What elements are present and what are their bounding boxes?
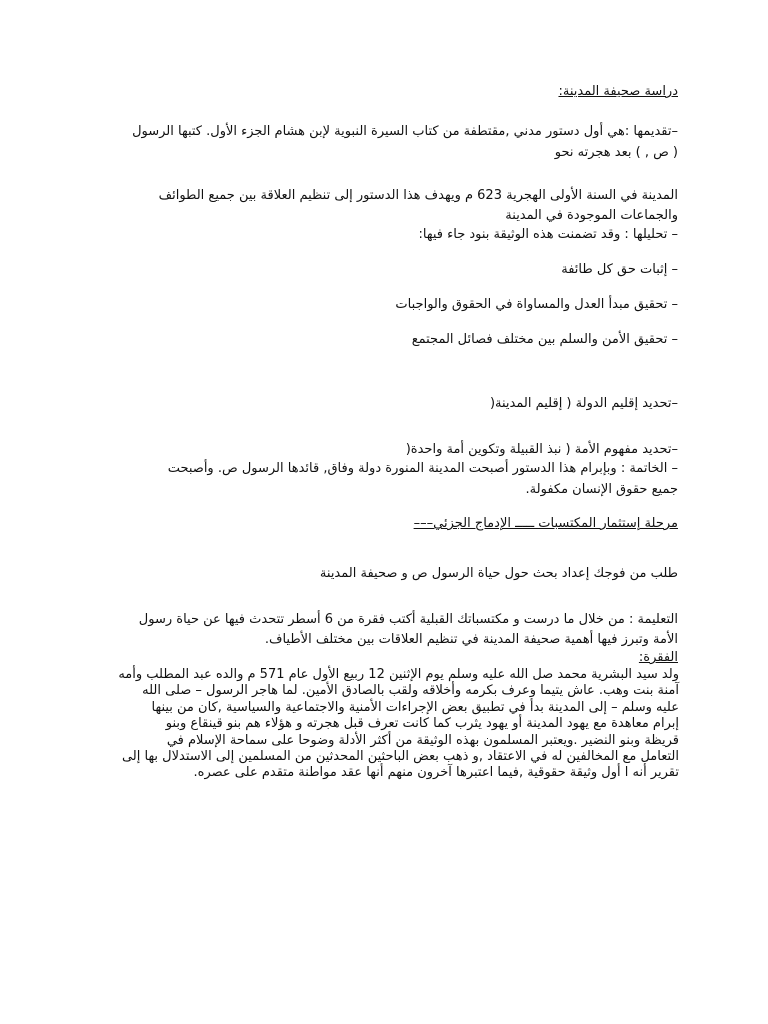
phase-heading: مرحلة إستثمار المكتسبات ـــــ الإدماج الجزئي–––	[413, 516, 678, 531]
paragraph-line: التعامل مع المخالفين له في الاعتقاد ,و ذهب بعض الباحثين المحدثين من المسلمين إلى الاستدلال بها إلى	[121, 749, 679, 765]
instruction-line-2: الأمة وتبرز فيها أهمية صحيفة المدينة في تنظيم العلاقات بين مختلف الأطياف.	[264, 632, 678, 647]
intro-line-1: –تقديمها :هي أول دستور مدني ,مقتطفة من كتاب السيرة النبوية لإبن هشام الجزء الأول. كتبها الرسول	[132, 124, 678, 139]
territory-line: –تحديد إقليم الدولة ( إقليم المدينة(	[489, 396, 678, 411]
instruction-line-1: التعليمة : من خلال ما درست و مكتسباتك القبلية أكتب فقرة من 6 أسطر تتحدث فيها عن حياة رسول	[138, 612, 678, 627]
conclusion-line-1: – الخاتمة : وبإبرام هذا الدستور أصبحت المدينة المنورة دولة وفاق, قائدها الرسول ص. وأصبحت	[167, 461, 678, 476]
list-item: – تحقيق مبدأ العدل والمساواة في الحقوق والواجبات	[395, 297, 678, 312]
paragraph-line: تقرير أنه ا أول وثيقة حقوقية ,فيما اعتبرها آخرون منهم أنها عقد مواطنة متقدم على عصره.	[193, 765, 679, 781]
analysis-line: – تحليلها : وقد تضمنت هذه الوثيقة بنود جاء فيها:	[418, 227, 678, 242]
paragraph-line: عليه وسلم – إلى المدينة بدأ في تطبيق بعض الإجراءات الأمنية والاجتماعية والسياسية ,كان من بينها	[151, 699, 679, 715]
paragraph-line: ولد سيد البشرية محمد صل الله عليه وسلم يوم الإثنين 12 ربيع الأول عام 571 م والده عبد المطلب وأمه	[118, 667, 679, 682]
list-item: – إثبات حق كل طائفة	[561, 262, 678, 277]
madina-line-1: المدينة في السنة الأولى الهجرية 623 م ويهدف هذا الدستور إلى تنظيم العلاقة بين جميع الطوائف	[158, 188, 678, 203]
nation-line: –تحديد مفهوم الأمة ( نبذ القبيلة وتكوين أمة واحدة(	[405, 442, 678, 457]
intro-line-2: ( ص , ) بعد هجرته نحو	[554, 145, 678, 160]
task-line: طلب من فوجك إعداد بحث حول حياة الرسول ص و صحيفة المدينة	[319, 566, 678, 581]
paragraph-line: قريظة وبنو النضير .ويعتبر المسلمون بهذه الوثيقة من أكثر الأدلة وضوحا على سماحة الإسلام في	[166, 732, 679, 748]
document-title: دراسة صحيفة المدينة:	[558, 84, 678, 99]
conclusion-line-2: جميع حقوق الإنسان مكفولة.	[525, 482, 678, 497]
paragraph-body	[74, 667, 679, 782]
list-item: – تحقيق الأمن والسلم بين مختلف فصائل المجتمع	[411, 332, 678, 347]
madina-line-2: والجماعات الموجودة في المدينة	[505, 208, 678, 223]
paragraph-line: إبرام معاهدة مع يهود المدينة أو يهود يثرب كما كانت تعرف قبل هجرته و هؤلاء هم بنو قينقاع وبنو	[165, 716, 679, 732]
paragraph-label: الفقرة:	[638, 650, 678, 665]
paragraph-line: آمنة بنت وهب. عاش يتيما وعرف بكرمه وأخلاقه ولقب بالصادق الأمين. لما هاجر الرسول – صلى الله	[142, 683, 679, 699]
